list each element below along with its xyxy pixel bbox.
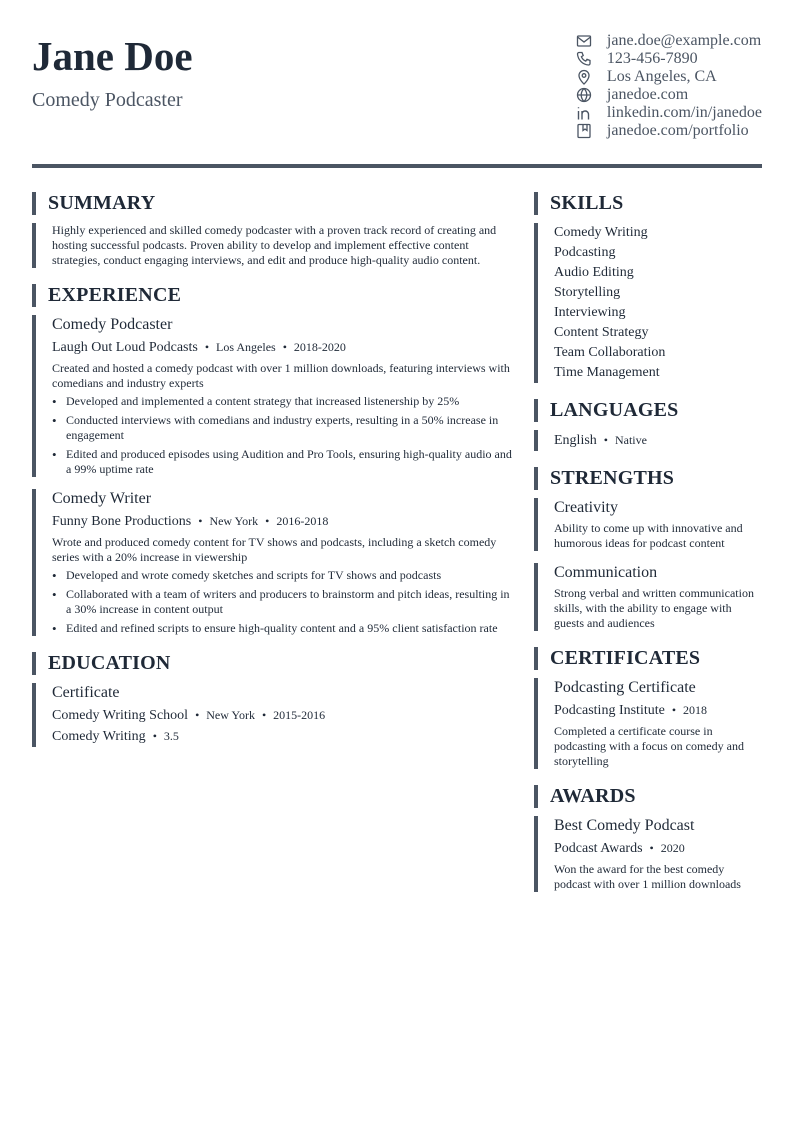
awards-heading: AWARDS xyxy=(534,785,762,808)
contact-location xyxy=(576,68,762,86)
job-meta: Laugh Out Loud Podcasts • Los Angeles • 2018-2020 xyxy=(52,340,346,355)
contact-email[interactable] xyxy=(576,32,762,50)
job-description: Wrote and produced comedy content for TV shows and podcasts, including a sketch comedy series with a 20% increase in viewership xyxy=(52,535,497,564)
education-field-line: Comedy Writing • 3.5 xyxy=(52,729,179,744)
job-dates: 2016-2018 xyxy=(276,514,329,528)
language-name: English xyxy=(554,433,597,448)
job-role: Comedy Podcaster xyxy=(52,316,173,333)
candidate-title: Comedy Podcaster xyxy=(32,89,183,111)
certificate-description: Completed a certificate course in podcasting with a focus on comedy and storytelling xyxy=(554,724,744,768)
job-location: New York xyxy=(209,514,259,528)
skill-item: Content Strategy xyxy=(554,325,649,340)
certificate-year: 2018 xyxy=(683,703,708,717)
strength-entry xyxy=(534,563,762,631)
award-entry xyxy=(534,816,762,892)
certificate-meta: Podcasting Institute • 2018 xyxy=(554,703,708,718)
contact-linkedin[interactable] xyxy=(576,104,762,122)
linkedin-icon xyxy=(576,105,592,121)
job-bullet: • Collaborated with a team of writers and producers to brainstorm and pitch ideas, resulting in a 30% increase in content output xyxy=(52,587,512,617)
job-dates: 2018-2020 xyxy=(293,340,346,354)
right-column xyxy=(534,192,762,892)
strength-description: Strong verbal and written communication skills, with the ability to engage with guests and audiences xyxy=(554,586,754,630)
skill-item: Time Management xyxy=(554,365,660,380)
contact-portfolio[interactable] xyxy=(576,122,762,140)
header-divider xyxy=(32,164,762,168)
contact-location-text: Los Angeles, CA xyxy=(606,68,717,85)
contact-phone-text: 123-456-7890 xyxy=(606,50,698,67)
awards-section xyxy=(534,785,762,892)
languages-list xyxy=(534,430,762,451)
experience-heading: EXPERIENCE xyxy=(32,284,512,307)
education-field: Comedy Writing xyxy=(52,729,146,744)
job-entry xyxy=(32,489,512,636)
skill-item: Team Collaboration xyxy=(554,345,666,360)
education-heading: EDUCATION xyxy=(32,652,512,675)
skill-item: Interviewing xyxy=(554,305,626,320)
award-name: Best Comedy Podcast xyxy=(554,817,695,834)
strength-description: Ability to come up with innovative and humorous ideas for podcast content xyxy=(554,521,743,550)
summary-body xyxy=(32,223,512,268)
education-school: Comedy Writing School xyxy=(52,708,189,723)
language-level: Native xyxy=(614,433,647,447)
language-item: English • Native xyxy=(554,433,647,448)
certificate-entry xyxy=(534,678,762,769)
job-entry xyxy=(32,315,512,477)
experience-section xyxy=(32,284,512,636)
bookmark-icon xyxy=(576,123,592,139)
job-bullet: • Edited and refined scripts to ensure high-quality content and a 95% client satisfaction rate xyxy=(52,621,512,636)
certificate-name: Podcasting Certificate xyxy=(554,679,696,696)
skill-item: Podcasting xyxy=(554,245,616,260)
job-bullets xyxy=(52,568,512,636)
email-icon xyxy=(576,33,592,49)
contact-website-text: janedoe.com xyxy=(606,86,689,103)
job-bullet: • Developed and wrote comedy sketches and scripts for TV shows and podcasts xyxy=(52,568,512,583)
summary-section xyxy=(32,192,512,268)
strength-name: Communication xyxy=(554,564,658,581)
job-bullets xyxy=(52,394,512,477)
strengths-section xyxy=(534,467,762,631)
award-meta: Podcast Awards • 2020 xyxy=(554,841,685,856)
contact-list xyxy=(576,32,762,140)
job-bullet: • Edited and produced episodes using Audition and Pro Tools, ensuring high-quality audio and a 99% uptime rate xyxy=(52,447,512,477)
strengths-heading: STRENGTHS xyxy=(534,467,762,490)
job-description: Created and hosted a comedy podcast with over 1 million downloads, featuring interviews with comedians and industry experts xyxy=(52,361,510,390)
award-year: 2020 xyxy=(660,841,685,855)
education-dates: 2015-2016 xyxy=(273,708,326,722)
phone-icon xyxy=(576,51,592,67)
job-bullet: • Conducted interviews with comedians and industry experts, resulting in a 50% increase in engagement xyxy=(52,413,512,443)
skill-item: Comedy Writing xyxy=(554,225,648,240)
globe-icon xyxy=(576,87,592,103)
education-degree: Certificate xyxy=(52,684,120,701)
certificates-section xyxy=(534,647,762,769)
resume-header xyxy=(32,32,762,142)
certificate-issuer: Podcasting Institute xyxy=(554,703,665,718)
education-gpa: 3.5 xyxy=(163,729,179,743)
job-location: Los Angeles xyxy=(216,340,276,354)
certificates-heading: CERTIFICATES xyxy=(534,647,762,670)
skill-item: Audio Editing xyxy=(554,265,634,280)
job-company: Funny Bone Productions xyxy=(52,514,192,529)
skill-item: Storytelling xyxy=(554,285,621,300)
summary-text: Highly experienced and skilled comedy podcaster with a proven track record of creating and hosting successful podcasts. Proven ability to develop and implement effective content strategies, conduct engaging interviews, and edit and produce high-quality audio content. xyxy=(52,223,497,267)
job-role: Comedy Writer xyxy=(52,490,152,507)
left-column xyxy=(32,192,512,747)
job-meta: Funny Bone Productions • New York • 2016-2018 xyxy=(52,514,329,529)
strength-name: Creativity xyxy=(554,499,618,516)
job-bullet: • Developed and implemented a content strategy that increased listenership by 25% xyxy=(52,394,512,409)
award-issuer: Podcast Awards xyxy=(554,841,643,856)
summary-heading: SUMMARY xyxy=(32,192,512,215)
education-section xyxy=(32,652,512,747)
languages-section xyxy=(534,399,762,451)
contact-website[interactable] xyxy=(576,86,762,104)
contact-email-text: jane.doe@example.com xyxy=(606,32,762,49)
contact-portfolio-text: janedoe.com/portfolio xyxy=(606,122,749,139)
skills-section xyxy=(534,192,762,383)
education-entry xyxy=(32,683,512,747)
strength-entry xyxy=(534,498,762,551)
contact-phone[interactable] xyxy=(576,50,762,68)
contact-linkedin-text: linkedin.com/in/janedoe xyxy=(606,104,762,121)
location-pin-icon xyxy=(576,69,592,85)
candidate-name: Jane Doe xyxy=(32,33,193,79)
skills-heading: SKILLS xyxy=(534,192,762,215)
job-company: Laugh Out Loud Podcasts xyxy=(52,340,198,355)
education-meta: Comedy Writing School • New York • 2015-2016 xyxy=(52,708,326,723)
award-description: Won the award for the best comedy podcast with over 1 million downloads xyxy=(554,862,741,891)
skills-list xyxy=(534,223,762,383)
education-location: New York xyxy=(206,708,255,722)
languages-heading: LANGUAGES xyxy=(534,399,762,422)
